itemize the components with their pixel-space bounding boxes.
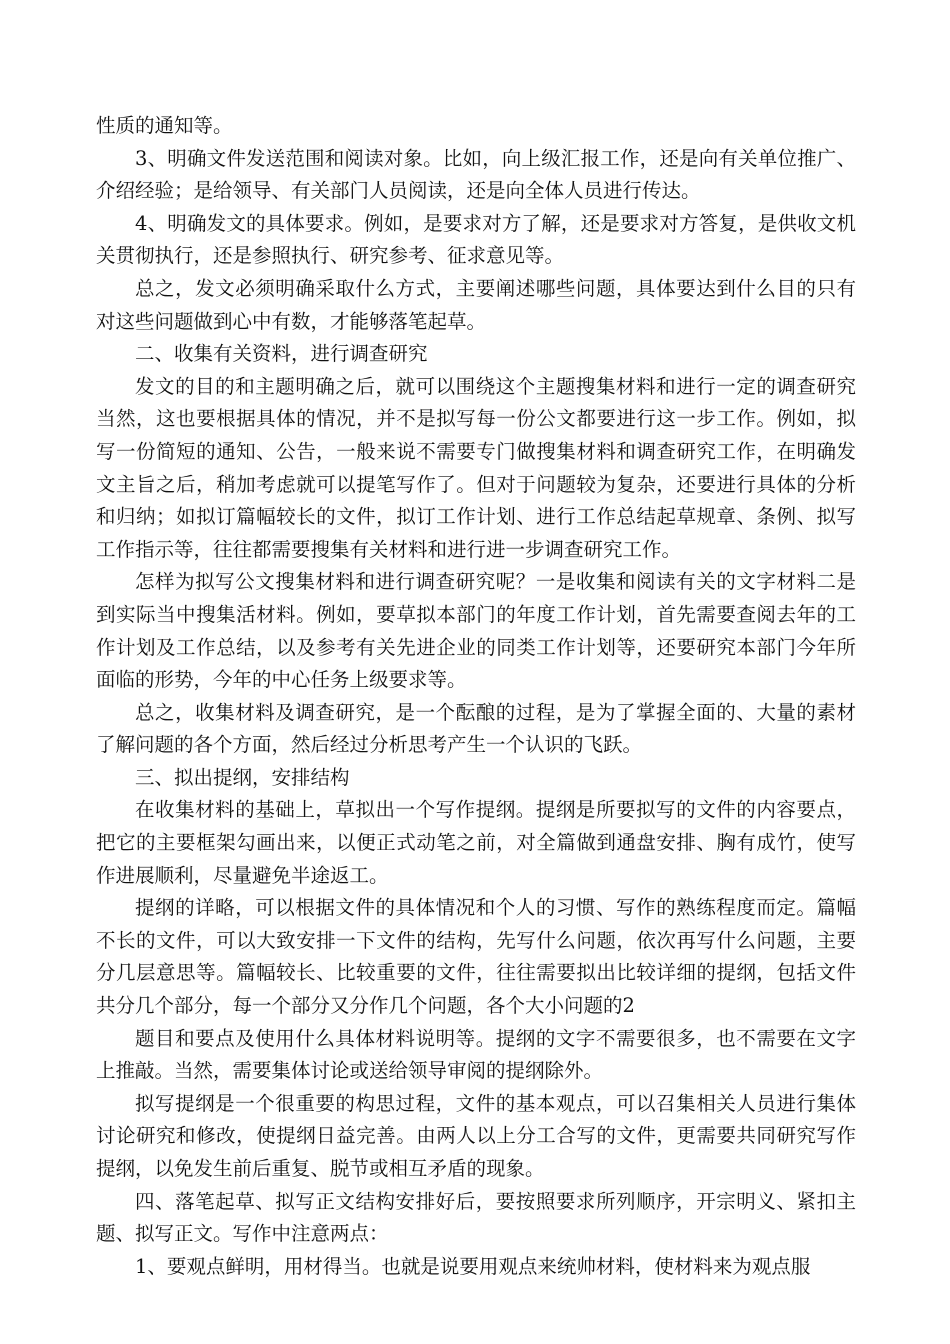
section-heading-4: 四、落笔起草、拟写正文结构安排好后，要按照要求所列顺序，开宗明义、紧扣主题、拟写正文。写作中注意两点： [96,1189,856,1246]
paragraph-outline-4: 拟写提纲是一个很重要的构思过程，文件的基本观点，可以召集相关人员进行集体讨论研究和修改，使提纲日益完善。由两人以上分工合写的文件，更需要共同研究写作提纲，以免发生前后重复、脱节或相互矛盾的现象。 [96,1091,856,1180]
paragraph-outline-3: 题目和要点及使用什么具体材料说明等。提纲的文字不需要很多，也不需要在文字上推敲。当然，需要集体讨论或送给领导审阅的提纲除外。 [96,1026,856,1083]
paragraph-research-1: 发文的目的和主题明确之后，就可以围绕这个主题搜集材料和进行一定的调查研究当然，这也要根据具体的情况，并不是拟写每一份公文都要进行这一步工作。例如，拟写一份简短的通知、公告，一般来说不需要专门做搜集材料和调查研究工作，在明确发文主旨之后，稍加考虑就可以提笔写作了。但对于问题较为复杂，还要进行具体的分析和归纳；如拟订篇幅较长的文件，拟订工作计划、进行工作总结起草规章、条例、拟写工作指示等，往往都需要搜集有关材料和进行进一步调查研究工作。 [96,374,856,561]
paragraph-summary-2: 总之，收集材料及调查研究，是一个酝酿的过程，是为了掌握全面的、大量的素材了解问题的各个方面，然后经过分析思考产生一个认识的飞跃。 [96,700,856,757]
document-body [96,110,856,1283]
paragraph-outline-1: 在收集材料的基础上，草拟出一个写作提纲。提纲是所要拟写的文件的内容要点，把它的主要框架勾画出来，以便正式动笔之前，对全篇做到通盘安排、胸有成竹，使写作进展顺利，尽量避免半途返工。 [96,798,856,887]
paragraph-item-3: 3、明确文件发送范围和阅读对象。比如，向上级汇报工作，还是向有关单位推广、介绍经验；是给领导、有关部门人员阅读，还是向全体人员进行传达。 [96,146,856,203]
section-heading-2: 二、收集有关资料，进行调查研究 [135,342,428,366]
paragraph-summary-1: 总之，发文必须明确采取什么方式，主要阐述哪些问题，具体要达到什么目的只有对这些问题做到心中有数，才能够落笔起草。 [96,276,856,333]
section-heading-3: 三、拟出提纲，安排结构 [135,765,350,789]
paragraph-research-2: 怎样为拟写公文搜集材料和进行调查研究呢？一是收集和阅读有关的文字材料二是到实际当中搜集活材料。例如，要草拟本部门的年度工作计划，首先需要查阅去年的工作计划及工作总结，以及参考有关先进企业的同类工作计划等，还要研究本部门今年所面临的形势，今年的中心任务上级要求等。 [96,570,856,692]
paragraph-continuation: 性质的通知等。 [96,114,233,137]
paragraph-outline-2: 提纲的详略，可以根据文件的具体情况和个人的习惯、写作的熟练程度而定。篇幅不长的文件，可以大致安排一下文件的结构，先写什么问题，依次再写什么问题，主要分几层意思等。篇幅较长、比较重要的文件，往往需要拟出比较详细的提纲，包括文件共分几个部分，每一个部分又分作几个问题，各个大小问题的2 [96,896,856,1018]
paragraph-point-1: 1、要观点鲜明，用材得当。也就是说要用观点来统帅材料，使材料来为观点服 [135,1254,811,1278]
paragraph-item-4: 4、明确发文的具体要求。例如，是要求对方了解，还是要求对方答复，是供收文机关贯彻执行，还是参照执行、研究参考、征求意见等。 [96,211,856,268]
